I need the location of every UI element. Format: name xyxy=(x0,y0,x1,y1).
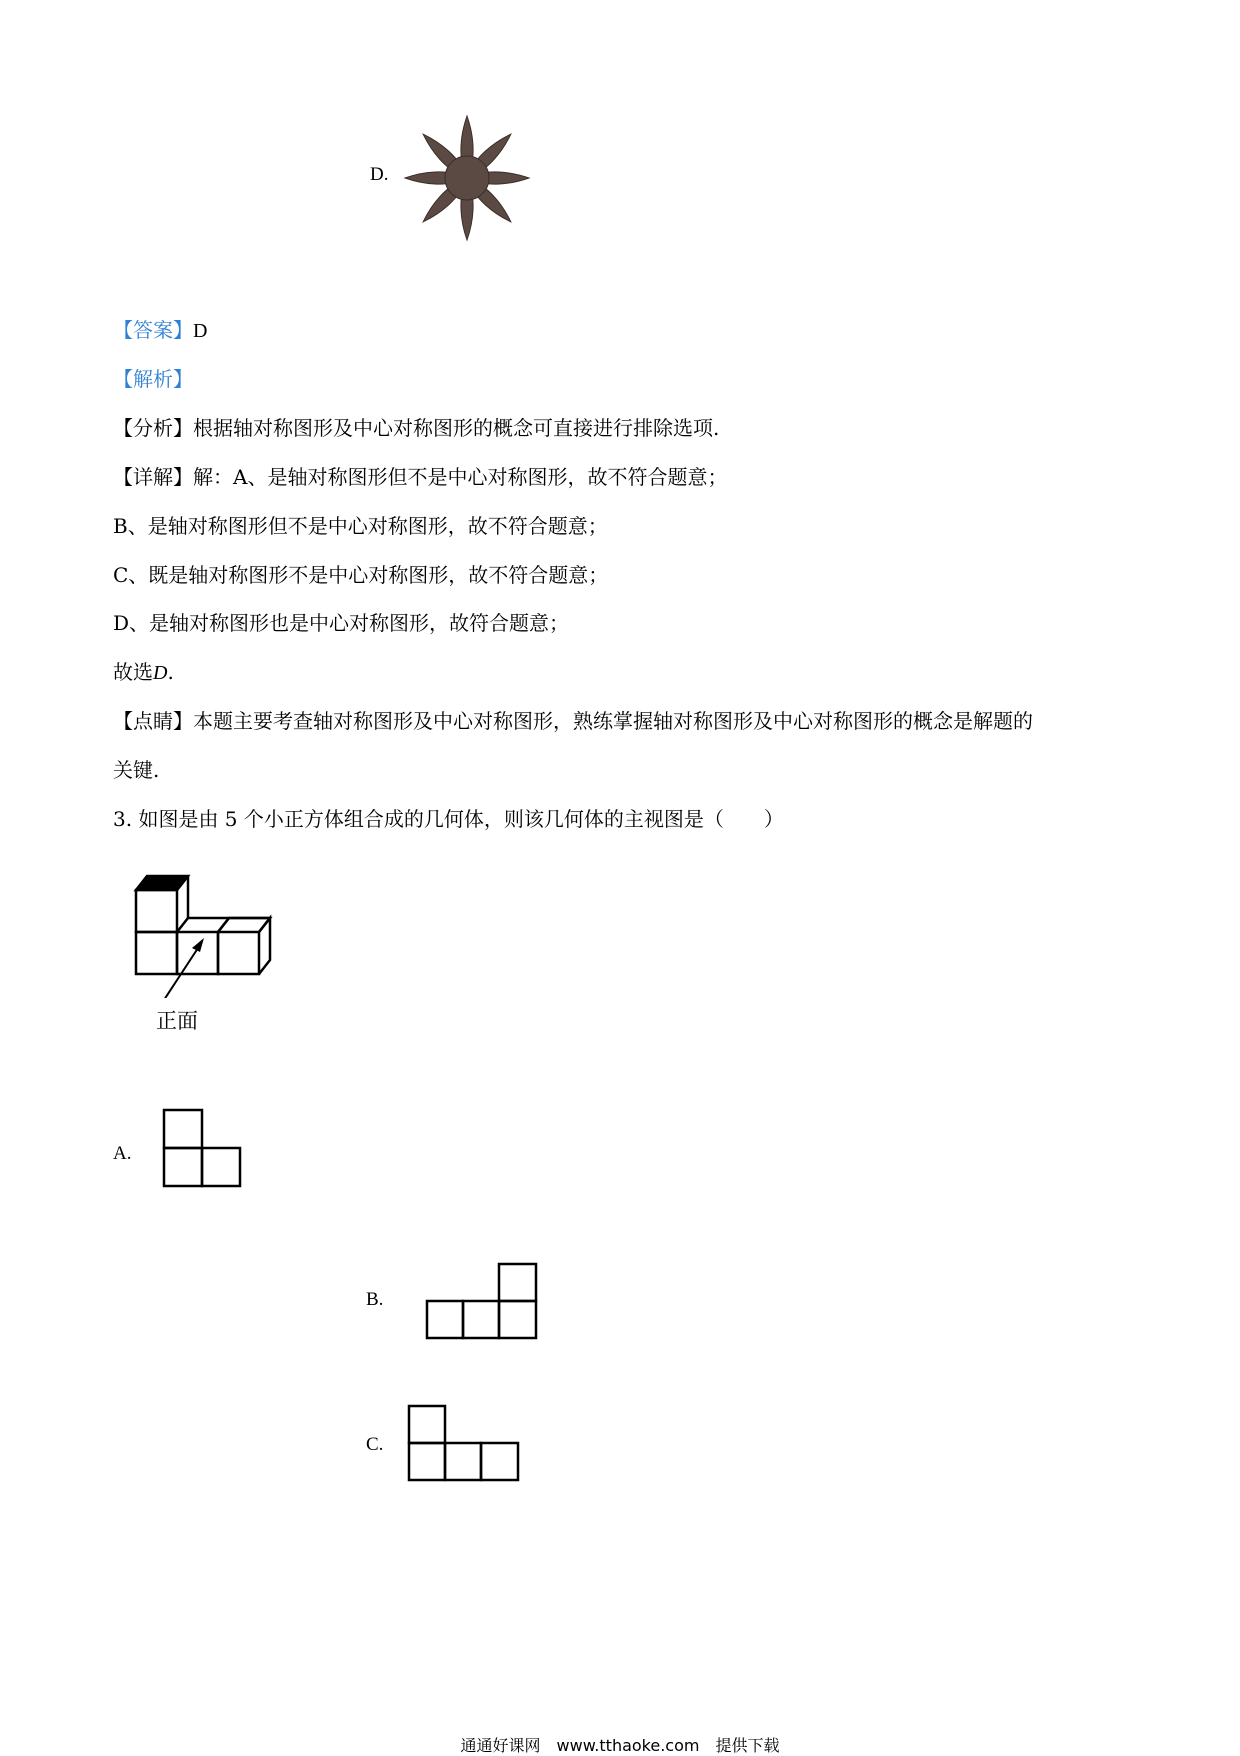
bottom-cube-2 xyxy=(177,932,218,974)
option-b-figure xyxy=(424,1261,542,1345)
answer-line xyxy=(113,316,207,345)
fenxi-tag: 【分析】 xyxy=(113,416,193,440)
answer-tag: 【答案】 xyxy=(113,318,193,342)
option-c-figure xyxy=(406,1403,524,1487)
dianjing-text: 本题主要考查轴对称图形及中心对称图形，熟练掌握轴对称图形及中心对称图形的概念是解题的 xyxy=(193,709,1033,733)
answer-value: D xyxy=(193,320,208,342)
footer-text: 通通好课网 www.tthaoke.com 提供下载 xyxy=(460,1736,780,1755)
line-c: C、既是轴对称图形不是中心对称图形，故不符合题意； xyxy=(113,563,609,587)
option-b-label: B. xyxy=(366,1289,384,1310)
conclusion-suffix: . xyxy=(167,660,174,684)
fenxi-line xyxy=(113,414,719,442)
line-b: B、是轴对称图形但不是中心对称图形，故不符合题意； xyxy=(113,514,608,538)
conclusion-prefix: 故选 xyxy=(113,660,153,684)
option-d-label: D. xyxy=(370,164,389,185)
arrow-head xyxy=(192,938,204,952)
bottom-cube-3 xyxy=(218,932,259,974)
line-d: D、是轴对称图形也是中心对称图形，故符合题意； xyxy=(113,611,570,635)
flower-center xyxy=(445,156,489,200)
fenxi-text: 根据轴对称图形及中心对称图形的概念可直接进行排除选项. xyxy=(193,416,720,440)
front-label: 正面 xyxy=(156,1009,198,1033)
bottom-cube-1 xyxy=(136,932,177,974)
dianjing-line-2: 关键. xyxy=(113,758,160,782)
cube-figure xyxy=(128,868,318,998)
option-c-label: C. xyxy=(366,1434,384,1455)
flower-figure xyxy=(402,113,532,243)
dianjing-tag: 【点睛】 xyxy=(113,709,193,733)
conclusion-choice: D xyxy=(153,662,168,684)
xiangjie-line xyxy=(113,463,727,491)
xiangjie-text: 解：A、是轴对称图形但不是中心对称图形，故不符合题意； xyxy=(193,465,728,489)
dianjing-line xyxy=(113,707,1033,735)
front-arrow xyxy=(162,945,200,998)
top-cube-front xyxy=(136,890,177,932)
option-a-figure xyxy=(161,1107,245,1195)
xiangjie-tag: 【详解】 xyxy=(113,465,193,489)
option-a-label: A. xyxy=(113,1143,132,1164)
analysis-tag: 【解析】 xyxy=(113,367,193,391)
conclusion-line xyxy=(113,658,174,687)
question-3: 3. 如图是由 5 个小正方体组合成的几何体，则该几何体的主视图是（ ） xyxy=(113,807,784,831)
